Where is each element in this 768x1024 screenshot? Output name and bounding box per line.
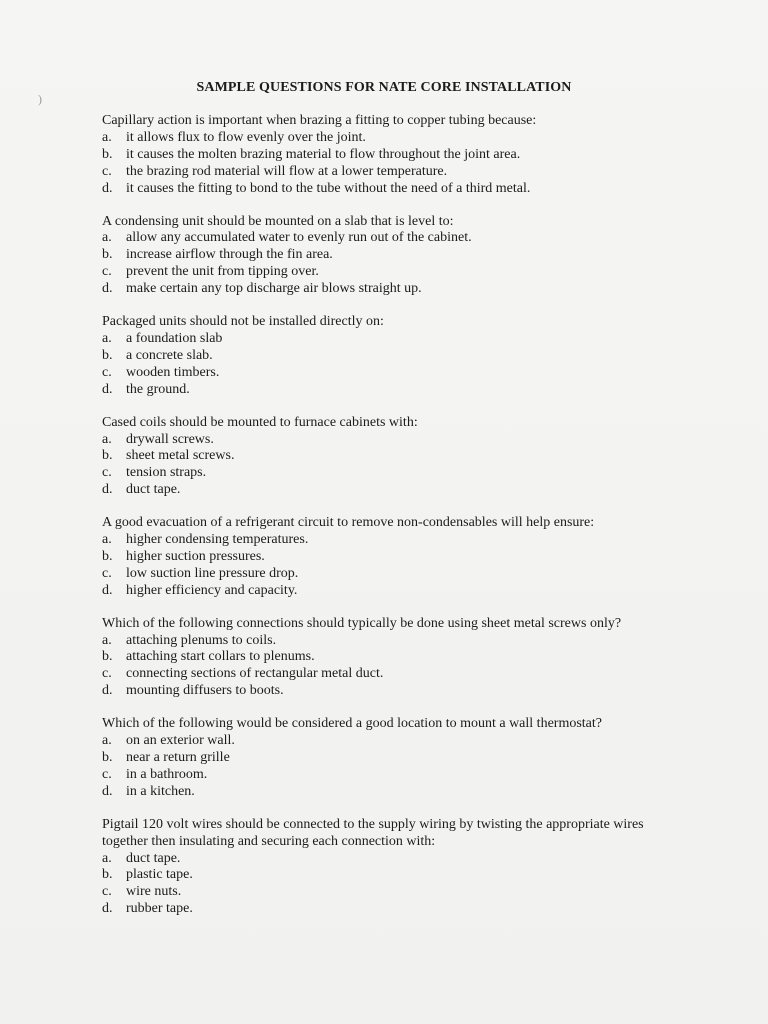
option-letter: b. [102,146,113,162]
option-text: the ground. [126,381,190,397]
option-text: rubber tape. [126,901,193,917]
option-text: higher efficiency and capacity. [126,582,298,598]
option-b [102,549,662,566]
option-text: duct tape. [126,482,181,498]
question-8 [102,817,662,918]
option-text: it causes the fitting to bond to the tube without the need of a third metal. [126,180,531,196]
option-text: in a kitchen. [126,783,195,799]
option-text: connecting sections of rectangular metal duct. [126,666,384,682]
option-letter: c. [102,666,112,682]
question-5 [102,515,662,600]
question-text: A condensing unit should be mounted on a slab that is level to: [102,213,454,229]
question-text: Pigtail 120 volt wires should be connected to the supply wiring by twisting the appropriate wires together then insulating and securing each connection with: [102,816,644,849]
option-d [102,382,662,399]
option-d [102,784,662,801]
question-1 [102,113,662,198]
option-letter: a. [102,733,112,749]
question-text: A good evacuation of a refrigerant circuit to remove non-condensables will help ensure: [102,515,595,531]
option-text: duct tape. [126,850,181,866]
option-letter: d. [102,783,113,799]
option-c [102,767,662,784]
option-text: a foundation slab [126,330,223,346]
question-text: Capillary action is important when brazing a fitting to copper tubing because: [102,113,537,128]
option-text: prevent the unit from tipping over. [126,264,319,280]
scan-speck: ) [38,92,42,106]
option-d [102,281,662,298]
option-text: increase airflow through the fin area. [126,247,333,263]
option-c [102,465,662,482]
option-letter: b. [102,867,113,883]
option-text: higher condensing temperatures. [126,532,309,548]
option-a [102,230,662,247]
option-letter: b. [102,548,113,564]
option-letter: c. [102,884,112,900]
option-text: allow any accumulated water to evenly run out of the cabinet. [126,230,472,246]
option-letter: a. [102,230,112,246]
option-a [102,851,662,868]
option-text: it allows flux to flow evenly over the joint. [126,129,366,145]
option-text: drywall screws. [126,431,214,447]
question-text: Cased coils should be mounted to furnace cabinets with: [102,414,418,430]
option-a [102,733,662,750]
option-b [102,448,662,465]
option-a [102,130,662,147]
question-7 [102,716,662,801]
option-text: low suction line pressure drop. [126,565,299,581]
option-b [102,247,662,264]
option-letter: d. [102,180,113,196]
option-c [102,365,662,382]
question-text: Packaged units should not be installed directly on: [102,314,384,330]
option-b [102,750,662,767]
option-letter: d. [102,281,113,297]
question-3 [102,314,662,399]
option-text: plastic tape. [126,867,193,883]
option-b [102,348,662,365]
option-text: higher suction pressures. [126,548,265,564]
option-a [102,532,662,549]
option-letter: a. [102,129,112,145]
option-letter: d. [102,901,113,917]
option-d [102,901,662,918]
option-letter: d. [102,381,113,397]
option-b [102,147,662,164]
option-a [102,633,662,650]
option-letter: a. [102,850,112,866]
option-text: it causes the molten brazing material to flow throughout the joint area. [126,146,521,162]
option-text: attaching start collars to plenums. [126,649,315,665]
option-letter: a. [102,330,112,346]
option-letter: d. [102,683,113,699]
option-text: near a return grille [126,750,230,765]
option-d [102,583,662,600]
option-letter: b. [102,247,113,263]
question-2 [102,214,662,299]
option-text: in a bathroom. [126,766,208,782]
option-text: a concrete slab. [126,347,213,363]
question-text: Which of the following connections should typically be done using sheet metal screws only? [102,615,622,631]
option-letter: b. [102,347,113,363]
option-letter: a. [102,532,112,548]
option-b [102,867,662,884]
option-letter: b. [102,448,113,464]
option-d [102,482,662,499]
option-letter: a. [102,632,112,648]
question-4 [102,415,662,500]
option-b [102,649,662,666]
option-d [102,683,662,700]
option-c [102,164,662,181]
option-c [102,884,662,901]
option-text: mounting diffusers to boots. [126,683,284,699]
option-c [102,566,662,583]
option-text: wooden timbers. [126,364,220,380]
option-a [102,432,662,449]
option-letter: d. [102,582,113,598]
option-text: attaching plenums to coils. [126,632,277,648]
question-text: Which of the following would be considered a good location to mount a wall thermostat? [102,716,602,732]
option-letter: c. [102,364,112,380]
option-letter: b. [102,750,113,765]
option-c [102,264,662,281]
option-text: make certain any top discharge air blows straight up. [126,281,422,297]
option-text: wire nuts. [126,884,182,900]
option-letter: c. [102,766,112,782]
option-c [102,666,662,683]
option-a [102,331,662,348]
question-list [102,113,662,934]
option-text: tension straps. [126,465,207,481]
option-letter: c. [102,565,112,581]
option-letter: c. [102,264,112,280]
option-letter: a. [102,431,112,447]
option-text: sheet metal screws. [126,448,235,464]
option-letter: c. [102,465,112,481]
option-letter: c. [102,163,112,179]
option-text: the brazing rod material will flow at a lower temperature. [126,163,448,179]
option-d [102,181,662,198]
question-6 [102,616,662,701]
document-title: SAMPLE QUESTIONS FOR NATE CORE INSTALLATION [196,80,572,95]
option-letter: d. [102,482,113,498]
option-letter: b. [102,649,113,665]
option-text: on an exterior wall. [126,733,235,749]
